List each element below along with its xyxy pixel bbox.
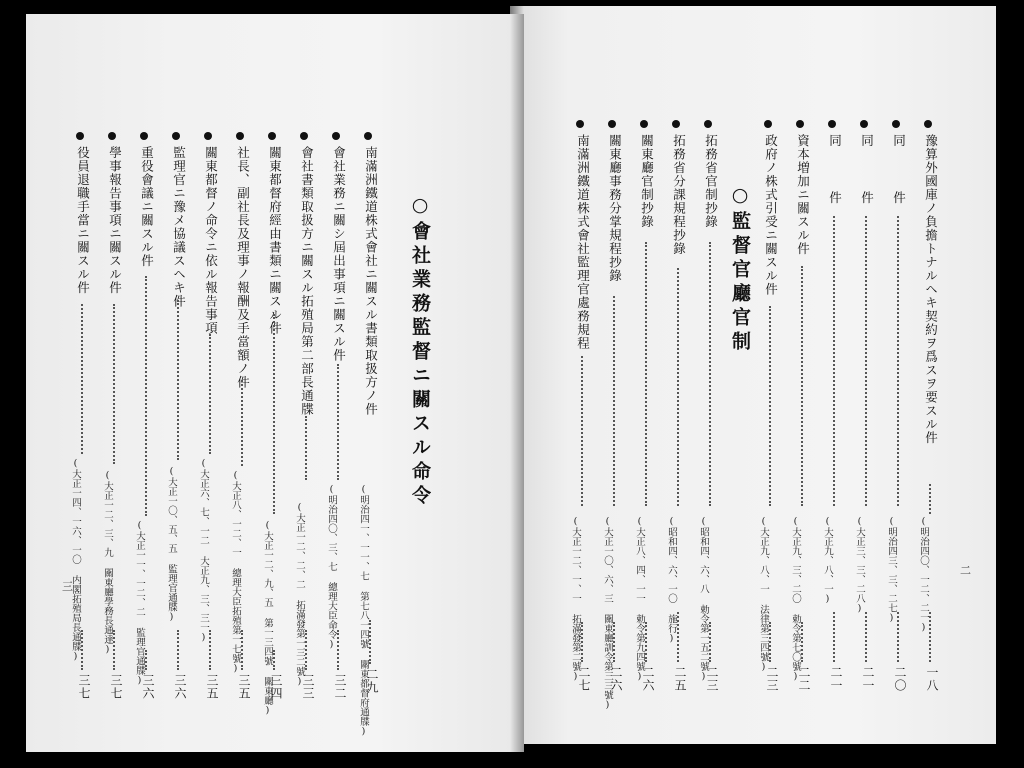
bullet-icon: [640, 120, 648, 128]
leader-dots: [113, 304, 115, 464]
entry-reference: (昭和四、六、八 勅令第一五二號): [697, 516, 709, 682]
entry-title: 南滿洲鐵道株式會社ニ關スル書類取扱方ノ件: [363, 146, 379, 416]
entry-title: 學事報告事項ニ關スル件: [107, 146, 123, 295]
leader-dots: [613, 622, 615, 662]
entry-title: 南滿洲鐵道株式會社監理官處務規程: [575, 134, 591, 350]
entry-title: 同 件: [859, 134, 875, 220]
entry-title: 豫算外國庫ノ負擔トナルヘキ契約ヲ爲スヲ要スル件: [923, 134, 939, 445]
leader-dots: [81, 630, 83, 670]
leader-dots: [769, 306, 771, 506]
bullet-icon: [332, 132, 340, 140]
leader-dots: [177, 300, 179, 460]
bullet-icon: [828, 120, 836, 128]
bullet-icon: [796, 120, 804, 128]
leader-dots: [273, 314, 275, 514]
leader-dots: [929, 484, 931, 514]
entry-page-number: 三六: [141, 674, 155, 700]
entry-title: 資本増加ニ關スル件: [795, 134, 811, 256]
entry-page-number: 二一: [829, 666, 843, 692]
entry-reference: (大正一二、三、九 關東廳學務長通達): [101, 470, 113, 655]
entry-page-number: 二九: [365, 668, 379, 694]
gutter-shadow: [510, 14, 524, 752]
entry-reference: (昭和四、六、一〇 施行): [665, 516, 677, 644]
bullet-icon: [924, 120, 932, 128]
leader-dots: [769, 622, 771, 662]
leader-dots: [177, 630, 179, 670]
entry-reference: (大正一一、一二、二 監理官通牒): [133, 520, 145, 686]
leader-dots: [337, 364, 339, 480]
leader-dots: [145, 276, 147, 516]
entry-page-number: 三三: [301, 674, 315, 700]
leader-dots: [645, 622, 647, 662]
entry-reference: (大正一二、一、一 拓滿發第二號): [569, 516, 581, 682]
bullet-icon: [764, 120, 772, 128]
leader-dots: [865, 612, 867, 662]
entry-reference: (大正八、四、一一 勅令第九四號): [633, 516, 645, 682]
page-folio: 三: [62, 580, 73, 593]
entry-reference: (大正一〇、六、三 關東廳訓令第三三號): [601, 516, 613, 711]
bullet-icon: [608, 120, 616, 128]
entry-reference: (明治四〇、三、七 總理大臣命令): [325, 484, 337, 650]
bullet-icon: [268, 132, 276, 140]
leader-dots: [801, 622, 803, 662]
entry-reference: (大正一〇、五、五 監理官通牒): [165, 466, 177, 623]
leader-dots: [897, 216, 899, 506]
leader-dots: [709, 242, 711, 506]
leader-dots: [709, 622, 711, 662]
bullet-icon: [140, 132, 148, 140]
entry-title: 同 件: [827, 134, 843, 220]
entry-reference: (大正一四、一六、一〇 内閣拓殖局長通牒): [69, 458, 81, 662]
entry-page-number: 三二: [333, 674, 347, 700]
entry-reference: (大正三、三、二八): [853, 516, 865, 614]
bullet-icon: [860, 120, 868, 128]
leader-dots: [897, 612, 899, 662]
leader-dots: [581, 622, 583, 662]
leader-dots: [801, 266, 803, 506]
entry-reference: (明治四一、一一、七 第七八一四號 關東都督府通牒): [357, 484, 369, 737]
entry-reference: (大正一二、九、五 第一三四號 關東廳): [261, 520, 273, 716]
entry-reference: (大正一二、二、二 拓滿發第一三二號): [293, 502, 305, 687]
entry-page-number: 三七: [109, 674, 123, 700]
entry-reference: (明治四三、三、二七): [885, 516, 897, 624]
entry-title: 關東都督府經由書類ニ關スル件: [267, 146, 283, 335]
left-page: [26, 14, 524, 752]
entry-reference: (大正九、八、一 法律第三四號): [757, 516, 769, 673]
entry-page-number: 三五: [205, 674, 219, 700]
entry-title: 同 件: [891, 134, 907, 220]
leader-dots: [273, 650, 275, 670]
entry-page-number: 二六: [609, 666, 623, 692]
entry-page-number: 三四: [269, 674, 283, 700]
entry-title: 關東廳事務分掌規程抄錄: [607, 134, 623, 283]
leader-dots: [677, 612, 679, 662]
leader-dots: [305, 416, 307, 480]
entry-page-number: 二五: [673, 666, 687, 692]
entry-page-number: 二七: [577, 666, 591, 692]
entry-title: 關東廳官制抄錄: [639, 134, 655, 229]
leader-dots: [305, 630, 307, 670]
bullet-icon: [576, 120, 584, 128]
leader-dots: [113, 630, 115, 670]
leader-dots: [865, 216, 867, 506]
right-page: [510, 6, 996, 744]
entry-page-number: 三七: [77, 674, 91, 700]
leader-dots: [929, 612, 931, 662]
entry-reference: (大正九、三、二〇 勅令第七〇號): [789, 516, 801, 682]
entry-reference: (大正八、一二、一 總理大臣拓殖第一七號): [229, 470, 241, 674]
leader-dots: [81, 304, 83, 454]
entry-reference: (大正九、八、一): [821, 516, 833, 605]
bullet-icon: [300, 132, 308, 140]
leader-dots: [241, 380, 243, 466]
entry-title: 監理官ニ豫メ協議スヘキ件: [171, 146, 187, 308]
leader-dots: [581, 356, 583, 506]
entry-title: 政府ノ株式引受ニ關スル件: [763, 134, 779, 296]
entry-reference: (大正六、七、一二 大正九、三、三一): [197, 458, 209, 643]
entry-title: 拓務省官制抄錄: [703, 134, 719, 229]
entry-page-number: 二一: [861, 666, 875, 692]
leader-dots: [369, 620, 371, 664]
leader-dots: [833, 612, 835, 662]
section-heading: ○監督官廳官制: [729, 184, 751, 355]
entry-page-number: 二三: [705, 666, 719, 692]
entry-page-number: 二六: [641, 666, 655, 692]
entry-reference: (明治四〇、一二、二一): [917, 516, 929, 633]
bullet-icon: [236, 132, 244, 140]
entry-page-number: 二三: [765, 666, 779, 692]
entry-title: 會社書類取扱方ニ關スル拓殖局第二部長通牒: [299, 146, 315, 416]
leader-dots: [209, 630, 211, 670]
section-heading: ○會社業務監督ニ關スル命令: [409, 194, 431, 509]
entry-page-number: 三五: [237, 674, 251, 700]
entry-title: 社長、副社長及理事ノ報酬及手當額ノ件: [235, 146, 251, 389]
leader-dots: [613, 296, 615, 506]
bullet-icon: [204, 132, 212, 140]
leader-dots: [833, 216, 835, 506]
bullet-icon: [704, 120, 712, 128]
leader-dots: [645, 242, 647, 506]
bullet-icon: [108, 132, 116, 140]
bullet-icon: [172, 132, 180, 140]
leader-dots: [241, 630, 243, 670]
entry-page-number: 二〇: [893, 666, 907, 692]
leader-dots: [145, 650, 147, 670]
leader-dots: [209, 334, 211, 454]
entry-page-number: 一八: [925, 666, 939, 692]
page-folio: 二: [960, 564, 971, 577]
leader-dots: [677, 268, 679, 506]
bullet-icon: [672, 120, 680, 128]
bullet-icon: [364, 132, 372, 140]
entry-title: 重役會議ニ關スル件: [139, 146, 155, 268]
leader-dots: [337, 630, 339, 670]
entry-title: 拓務省分課規程抄錄: [671, 134, 687, 256]
entry-page-number: 二二: [797, 666, 811, 692]
entry-title: 會社業務ニ關シ屆出事項ニ關スル件: [331, 146, 347, 362]
entry-title: 役員退職手當ニ關スル件: [75, 146, 91, 295]
bullet-icon: [76, 132, 84, 140]
bullet-icon: [892, 120, 900, 128]
entry-page-number: 三六: [173, 674, 187, 700]
entry-title: 關東都督ノ命令ニ依ル報告事項: [203, 146, 219, 335]
